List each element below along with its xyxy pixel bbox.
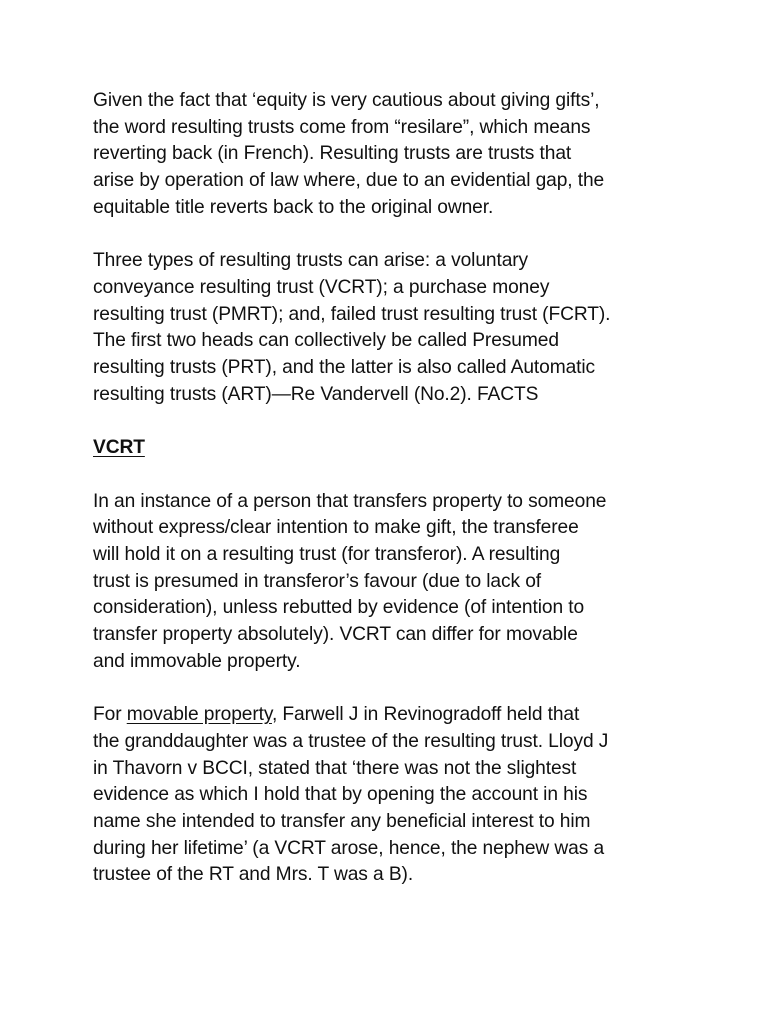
text-line: evidence as which I hold that by opening the account in his xyxy=(93,784,588,806)
text-line: the granddaughter was a trustee of the resulting trust. Lloyd J xyxy=(93,730,609,752)
paragraph-vcrt-definition xyxy=(93,489,693,676)
text-line: resulting trusts (ART)—Re Vandervell (No.2). FACTS xyxy=(93,383,539,405)
text-line: equitable title reverts back to the original owner. xyxy=(93,196,494,218)
text-line: without express/clear intention to make gift, the transferee xyxy=(93,517,579,539)
text-line: trustee of the RT and Mrs. T was a B). xyxy=(93,864,414,886)
text-line: In an instance of a person that transfers property to someone xyxy=(93,490,607,512)
text-line: name she intended to transfer any beneficial interest to him xyxy=(93,810,591,832)
text-line: reverting back (in French). Resulting trusts are trusts that xyxy=(93,143,572,165)
text-line: transfer property absolutely). VCRT can differ for movable xyxy=(93,624,578,646)
paragraph-movable-property xyxy=(93,702,693,889)
text-line: arise by operation of law where, due to an evidential gap, the xyxy=(93,170,605,192)
text-line: resulting trusts (PRT), and the latter is also called Automatic xyxy=(93,357,596,379)
text-line: and immovable property. xyxy=(93,650,301,672)
text-line: trust is presumed in transferor’s favour (due to lack of xyxy=(93,570,541,592)
text-fragment: , Farwell J in Revinogradoff held that xyxy=(271,704,580,726)
text-line: in Thavorn v BCCI, stated that ‘there was not the slightest xyxy=(93,757,577,779)
document-body xyxy=(93,88,693,916)
text-line: resulting trust (PMRT); and, failed trust resulting trust (FCRT). xyxy=(93,303,611,325)
text-line: the word resulting trusts come from “resilare”, which means xyxy=(93,116,591,138)
paragraph-intro xyxy=(93,88,693,222)
paragraph-types xyxy=(93,248,693,408)
text-line: Three types of resulting trusts can arise: a voluntary xyxy=(93,250,529,272)
text-line: during her lifetime’ (a VCRT arose, hence, the nephew was a xyxy=(93,837,605,859)
text-line: Given the fact that ‘equity is very cautious about giving gifts’, xyxy=(93,90,600,111)
text-fragment: For xyxy=(93,704,127,726)
text-line: will hold it on a resulting trust (for transferor). A resulting xyxy=(93,543,561,565)
text-line: consideration), unless rebutted by evidence (of intention to xyxy=(93,597,585,619)
underlined-term: movable property xyxy=(126,704,272,726)
text-line: The first two heads can collectively be called Presumed xyxy=(93,330,559,352)
text-line xyxy=(93,702,693,729)
section-heading-vcrt: VCRT xyxy=(93,437,145,459)
text-line: conveyance resulting trust (VCRT); a purchase money xyxy=(93,276,550,298)
